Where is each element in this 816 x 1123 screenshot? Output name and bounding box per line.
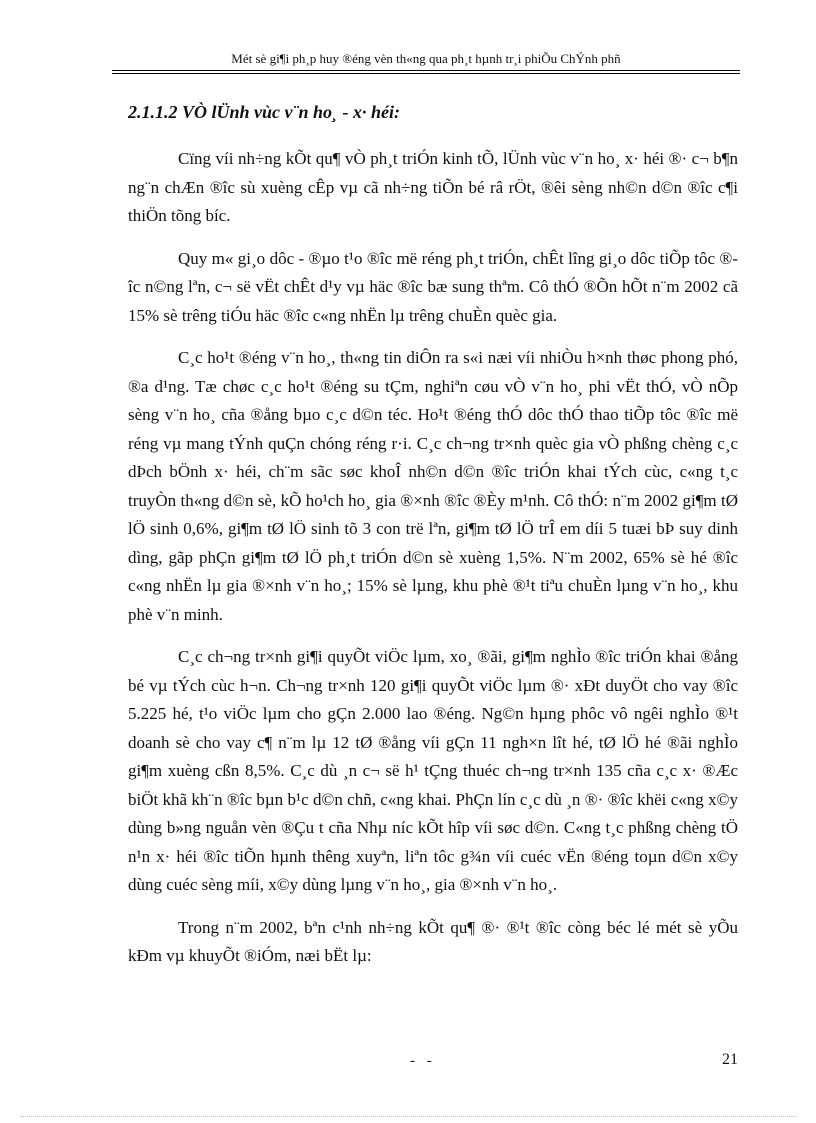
page-bottom-divider	[20, 1116, 796, 1117]
paragraph-5: Trong n¨m 2002, bªn c¹nh nh÷ng kÕt qu¶ ®· ®¹t ®îc còng béc lé mét sè yÕu kÐm vµ khuyÕt ®iÓm, næi bËt lµ:	[128, 917, 738, 965]
body-text	[128, 145, 738, 985]
header-rule-secondary	[112, 73, 740, 74]
page-number: 21	[722, 1051, 738, 1068]
section-heading: 2.1.1.2 VÒ lÜnh vùc v¨n ho¸ - x· héi:	[128, 102, 401, 122]
running-header: Mét sè gi¶i ph¸p huy ®éng vèn th«ng qua ph¸t hµnh tr¸i phiÕu ChÝnh phñ	[231, 51, 621, 66]
paragraph-1: Cïng víi nh÷ng kÕt qu¶ vÒ ph¸t triÓn kinh tÕ, lÜnh vùc v¨n ho¸ x· héi ®· c¬ b¶n ng¨n chÆn ®îc sù xuèng cÊp vµ cã nh÷ng tiÕn bé râ rÖt, ®êi sèng nh©n d©n ®îc c¶i thiÖn tõng bíc.	[128, 149, 738, 225]
paragraph-3: C¸c ho¹t ®éng v¨n ho¸, th«ng tin diÔn ra s«i næi víi nhiÒu h×nh thøc phong phó, ®a d¹ng. Tæ chøc c¸c ho¹t ®éng su tÇm, nghiªn cøu vÒ v¨n ho¸ phi vËt thÓ, vÒ nÕp sèng v¨n ho¸ cña ®ång bµo c¸c d©n téc. Ho¹t ®éng thÓ dôc thÓ thao tiÕp tôc ®îc më réng vµ mang tÝnh quÇn chóng réng r·i. C¸c ch¬ng tr×nh quèc gia vÒ phßng chèng c¸c dÞch bÖnh x· héi, ch¨m sãc søc khoÎ nh©n d©n ®îc triÓn khai tÝch cùc, c«ng t¸c truyÒn th«ng d©n sè, kÕ ho¹ch ho¸ gia ®×nh ®îc ®Èy m¹nh. Cô thÓ: n¨m 2002 gi¶m tØ lÖ sinh 0,6%, gi¶m tØ lÖ sinh tõ 3 con trë lªn, gi¶m tØ lÖ trÎ em díi 5 tuæi bÞ suy dinh dìng, gãp phÇn gi¶m tØ lÖ ph¸t triÓn d©n sè xuèng 1,5%. N¨m 2002, 65% sè hé ®îc c«ng nhËn lµ gia ®×nh v¨n ho¸; 15% sè lµng, khu phè ®¹t tiªu chuÈn lµng v¨n ho¸, khu phè v¨n minh.	[128, 348, 738, 624]
footer-mark: - -	[410, 1053, 436, 1069]
paragraph-4: C¸c ch¬ng tr×nh gi¶i quyÕt viÖc lµm, xo¸ ®ãi, gi¶m nghÌo ®îc triÓn khai ®ång bé vµ tÝch cùc h¬n. Ch¬ng tr×nh 120 gi¶i quyÕt viÖc lµm ®· xÐt duyÖt cho vay ®îc 5.225 hé, t¹o viÖc lµm cho gÇn 2.000 lao ®éng. Ng©n hµng phôc vô ngêi nghÌo ®¹t doanh sè cho vay c¶ n¨m lµ 12 tØ ®ång víi gÇn 11 ngh×n lît hé, tØ lÖ hé ®ãi nghÌo gi¶m xuèng cßn 8,5%. C¸c dù ¸n c¬ së h¹ tÇng thuéc ch¬ng tr×nh 135 cña c¸c x· ®Æc biÖt khã kh¨n ®îc bµn b¹c d©n chñ, c«ng khai. PhÇn lín c¸c dù ¸n ®· ®îc khëi c«ng x©y dùng b»ng nguån vèn ®Çu t cña Nhµ níc kÕt hîp víi søc d©n. C«ng t¸c phßng chèng tÖ n¹n x· héi ®îc tiÕn hµnh thêng xuyªn, liªn tôc g¾n víi cuéc vËn ®éng toµn d©n x©y dùng cuéc sèng míi, x©y dùng lµng v¨n ho¸, gia ®×nh v¨n ho¸.	[128, 647, 738, 894]
paragraph-2: Quy m« gi¸o dôc - ®µo t¹o ®îc më réng ph¸t triÓn, chÊt lîng gi¸o dôc tiÕp tôc ®îc n©ng lªn, c¬ së vËt chÊt d¹y vµ häc ®îc bæ sung thªm. Cô thÓ ®Õn hÕt n¨m 2002 cã 15% sè trêng tiÓu häc ®îc c«ng nhËn lµ trêng chuÈn quèc gia.	[128, 248, 738, 325]
header-rule	[112, 70, 740, 71]
